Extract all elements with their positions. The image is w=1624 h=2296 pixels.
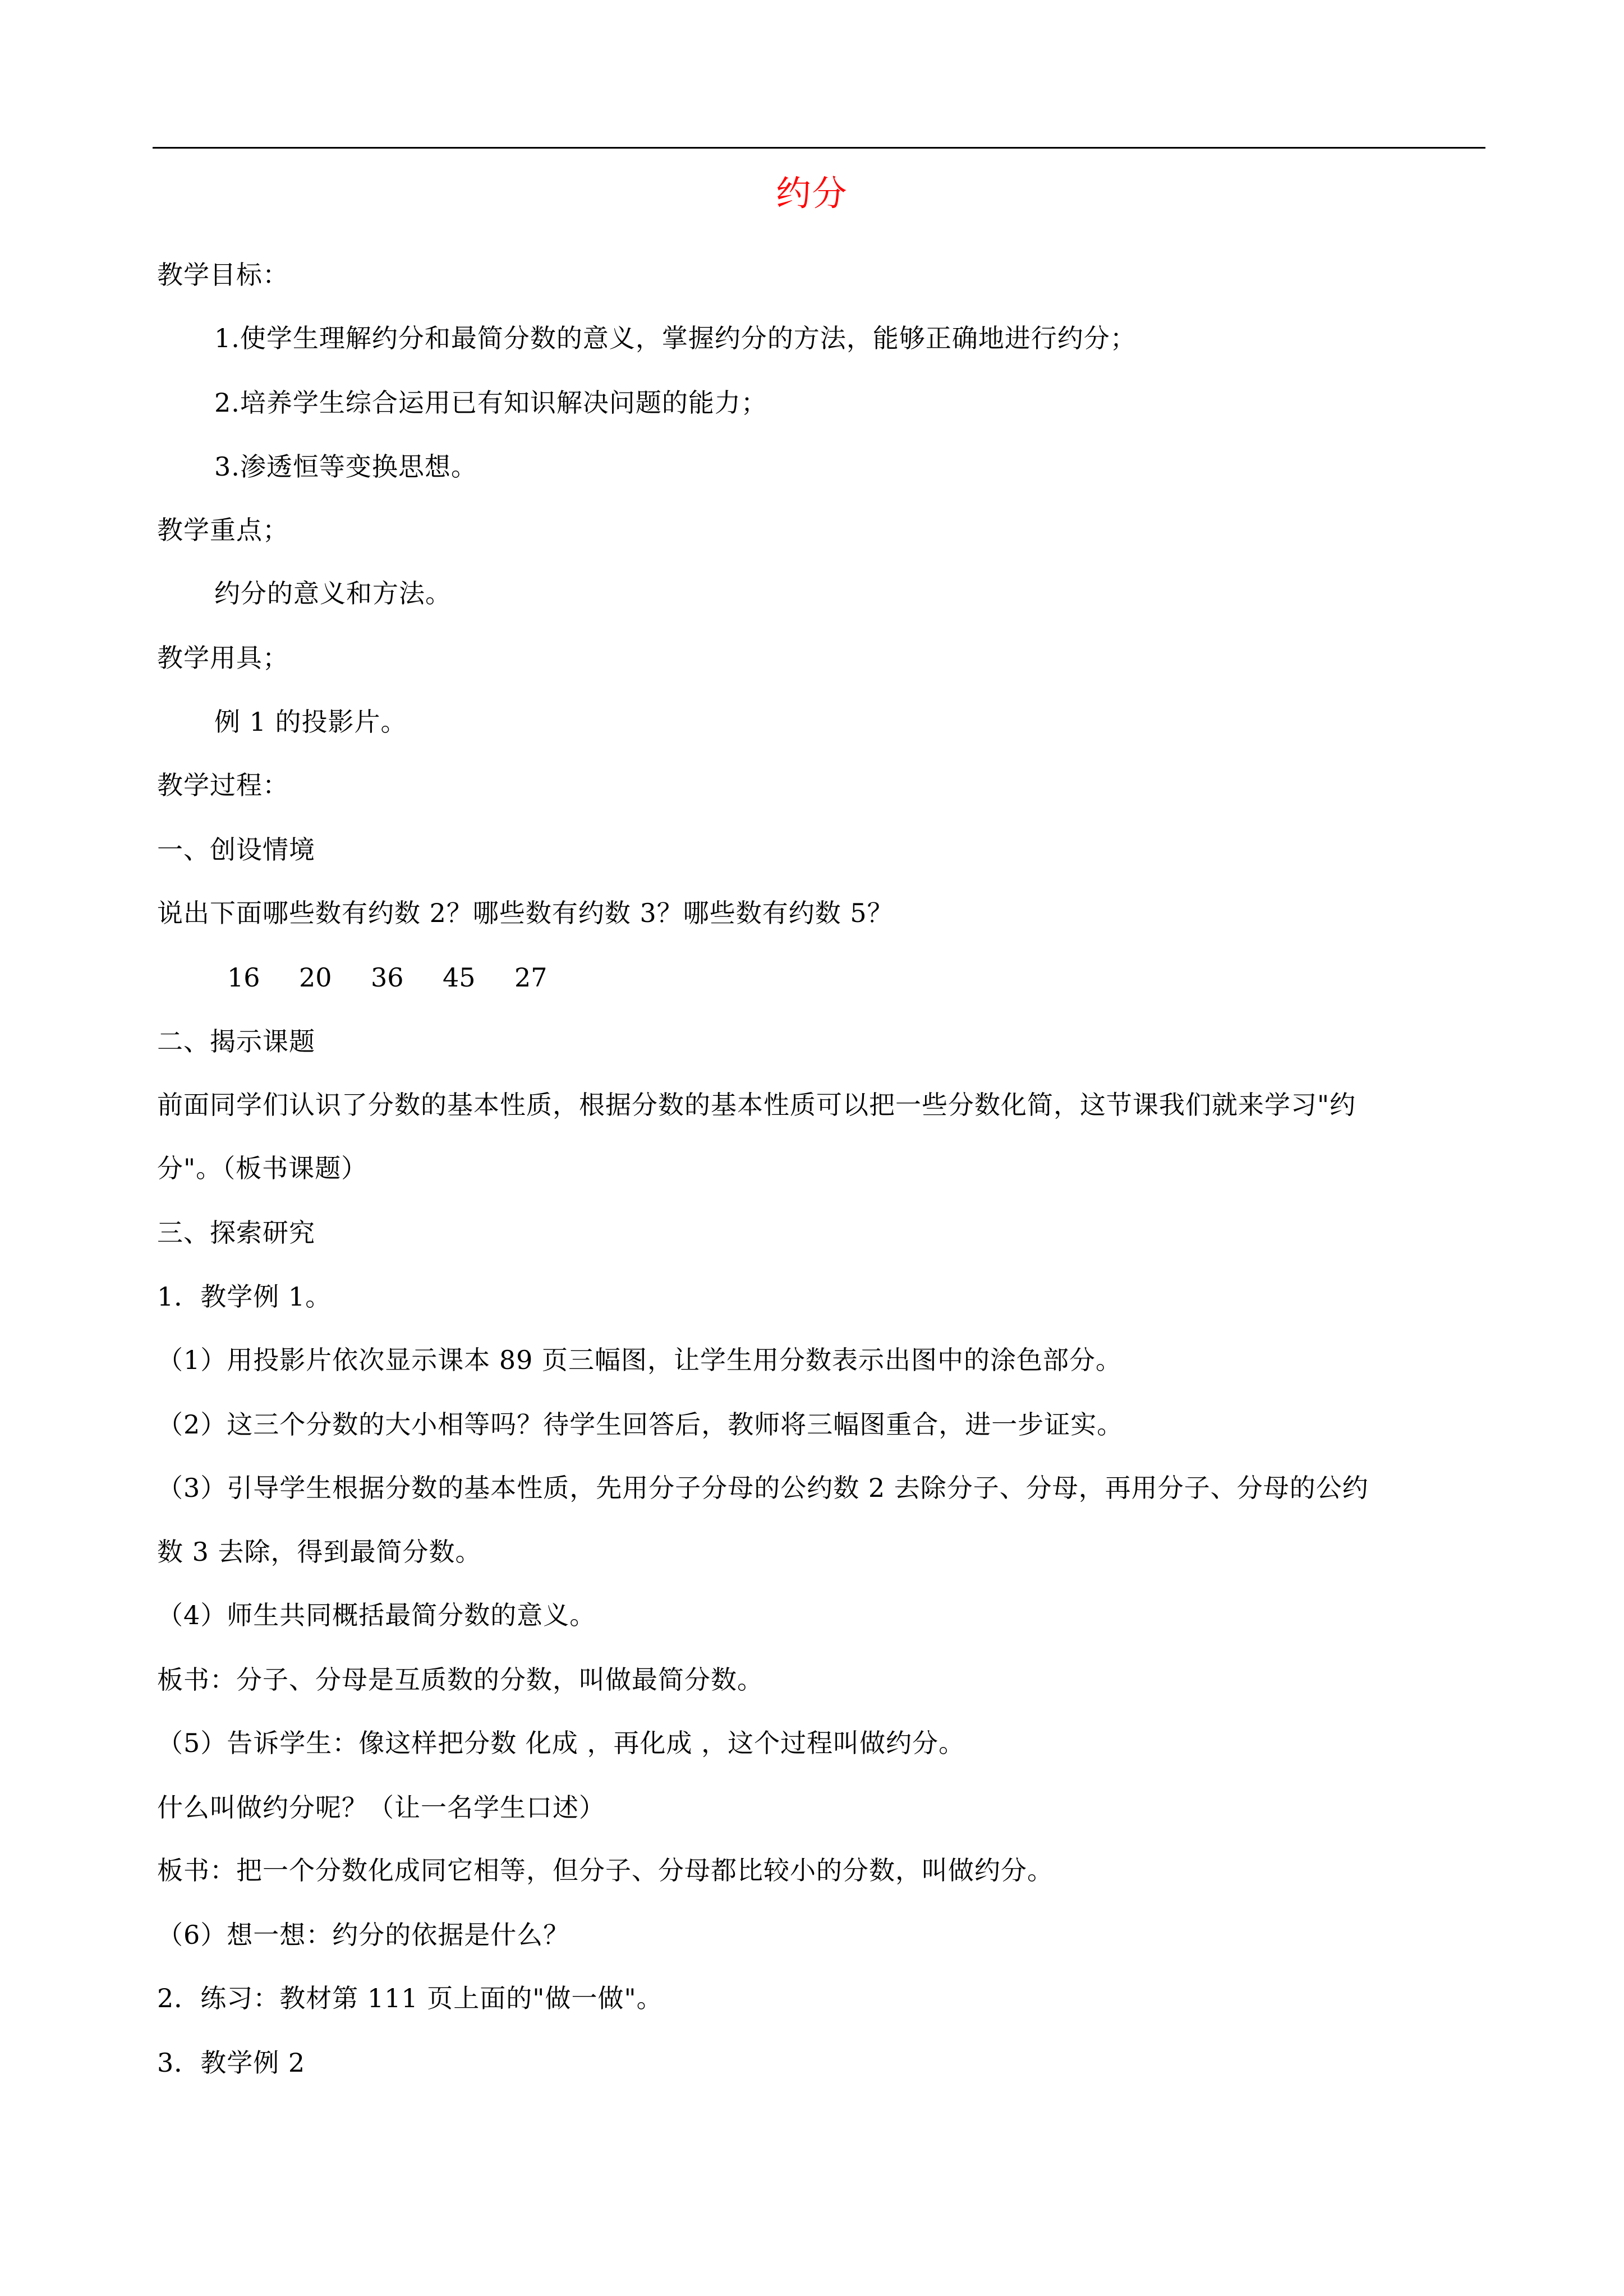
objective-1: 1.使学生理解约分和最简分数的意义，掌握约分的方法，能够正确地进行约分； — [214, 323, 1137, 353]
objective-3: 3.渗透恒等变换思想。 — [214, 451, 477, 482]
key-points-heading: 教学重点； — [157, 515, 289, 545]
section-2-heading: 二、揭示课题 — [157, 1026, 315, 1057]
sub-step-2: （2）这三个分数的大小相等吗？待学生回答后，教师将三幅图重合，进一步证实。 — [157, 1409, 1124, 1440]
objectives-heading: 教学目标： — [157, 260, 289, 290]
question-2: 什么叫做约分呢？（让一名学生口述） — [157, 1792, 605, 1823]
section-3-heading: 三、探索研究 — [157, 1218, 315, 1248]
step-2: 2．练习：教材第 111 页上面的"做一做"。 — [157, 1983, 663, 2013]
step-3: 3．教学例 2 — [157, 2048, 306, 2078]
sub-step-6: （6）想一想：约分的依据是什么？ — [157, 1920, 570, 1950]
number-item: 36 — [371, 962, 404, 993]
key-points: 约分的意义和方法。 — [214, 578, 452, 608]
objective-2: 2.培养学生综合运用已有知识解决问题的能力； — [214, 388, 767, 418]
sub-step-3-line-2: 数 3 去除，得到最简分数。 — [157, 1537, 482, 1567]
board-note-2: 板书：把一个分数化成同它相等，但分子、分母都比较小的分数，叫做约分。 — [157, 1855, 1053, 1885]
tools: 例 1 的投影片。 — [214, 707, 407, 737]
sub-step-3-line-1: （3）引导学生根据分数的基本性质，先用分子分母的公约数 2 去除分子、分母，再用分子、分母的公约 — [157, 1473, 1369, 1503]
number-item: 45 — [443, 962, 476, 993]
tools-heading: 教学用具； — [157, 643, 289, 673]
intro-line-1: 前面同学们认识了分数的基本性质，根据分数的基本性质可以把一些分数化简，这节课我们就来学习"约 — [157, 1090, 1356, 1120]
question-line: 说出下面哪些数有约数 2？哪些数有约数 3？哪些数有约数 5？ — [157, 898, 894, 928]
page-title: 约分 — [776, 173, 848, 214]
number-list — [227, 958, 586, 997]
board-note-1: 板书：分子、分母是互质数的分数，叫做最简分数。 — [157, 1665, 763, 1695]
intro-line-2: 分"。（板书课题） — [157, 1153, 368, 1183]
section-1-heading: 一、创设情境 — [157, 835, 315, 865]
number-item: 16 — [227, 962, 260, 993]
step-1: 1．教学例 1。 — [157, 1281, 332, 1312]
number-item: 27 — [514, 962, 548, 993]
number-item: 20 — [299, 962, 332, 993]
header-rule — [153, 147, 1485, 149]
sub-step-1: （1）用投影片依次显示课本 89 页三幅图，让学生用分数表示出图中的涂色部分。 — [157, 1345, 1122, 1375]
process-heading: 教学过程： — [157, 770, 289, 800]
sub-step-5: （5）告诉学生：像这样把分数 化成 ，再化成 ，这个过程叫做约分。 — [157, 1728, 965, 1758]
sub-step-4: （4）师生共同概括最简分数的意义。 — [157, 1600, 596, 1630]
